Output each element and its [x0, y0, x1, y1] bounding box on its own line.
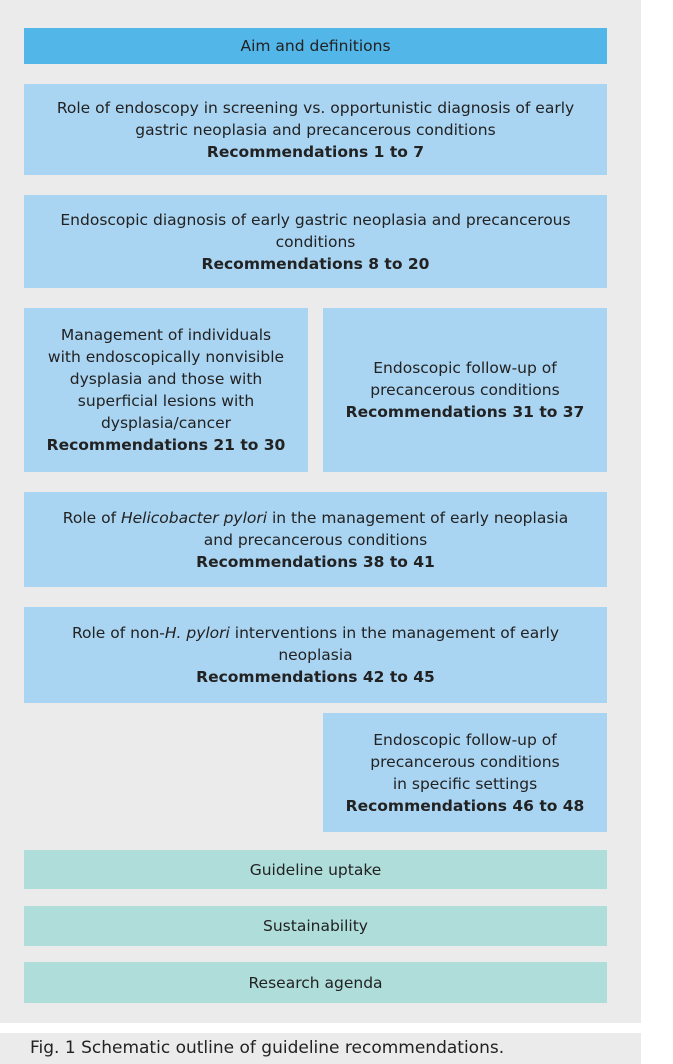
followup-line-1: Endoscopic follow-up of	[373, 359, 557, 377]
management-line-5: dysplasia/cancer	[100, 414, 232, 432]
followup-box	[323, 308, 607, 472]
guideline-uptake-box	[24, 850, 607, 889]
non-hpylori-line-1	[72, 622, 559, 644]
helicobacter-italic: Helicobacter pylori	[120, 508, 268, 527]
non-hpylori-post: interventions in the management of early	[229, 624, 560, 642]
guideline-uptake-label: Guideline uptake	[249, 860, 382, 879]
management-line-3: dysplasia and those with	[69, 370, 263, 388]
diagnosis-recommendations: Recommendations 8 to 20	[201, 254, 430, 273]
diagnosis-line-1: Endoscopic diagnosis of early gastric neoplasia and precancerous	[60, 210, 571, 229]
non-hpylori-line-2: neoplasia	[278, 646, 353, 664]
non-hpylori-pre: Role of non-	[71, 624, 165, 642]
helicobacter-recommendations: Recommendations 38 to 41	[196, 552, 435, 571]
non-hpylori-box	[24, 607, 607, 703]
helicobacter-line-2: and precancerous conditions	[203, 530, 428, 549]
management-line-1: Management of individuals	[60, 326, 272, 344]
non-hpylori-recommendations: Recommendations 42 to 45	[196, 668, 435, 686]
followup-line-2: precancerous conditions	[370, 381, 560, 399]
screening-line-2: gastric neoplasia and precancerous conditions	[135, 120, 496, 139]
diagnosis-box	[24, 195, 607, 288]
aim-box	[24, 28, 607, 64]
specific-line-3: in specific settings	[392, 774, 538, 793]
helicobacter-post: in the management of early neoplasia	[267, 508, 569, 527]
screening-line-1: Role of endoscopy in screening vs. opportunistic diagnosis of early	[56, 98, 575, 117]
aim-label: Aim and definitions	[240, 37, 391, 55]
research-agenda-box	[24, 962, 607, 1003]
management-box	[24, 308, 308, 472]
sustainability-label: Sustainability	[263, 917, 368, 935]
helicobacter-box	[24, 492, 607, 587]
specific-settings-box	[323, 713, 607, 832]
management-line-4: superficial lesions with	[77, 392, 255, 410]
specific-line-1: Endoscopic follow-up of	[373, 730, 557, 749]
specific-recommendations: Recommendations 46 to 48	[345, 796, 585, 815]
diagnosis-line-2: conditions	[275, 232, 356, 251]
specific-line-2: precancerous conditions	[370, 752, 560, 771]
helicobacter-line-1	[63, 507, 568, 529]
research-agenda-label: Research agenda	[248, 973, 383, 992]
screening-recommendations: Recommendations 1 to 7	[206, 142, 425, 161]
helicobacter-pre: Role of	[62, 508, 121, 527]
sustainability-box	[24, 906, 607, 946]
non-hpylori-italic: H. pylori	[164, 624, 230, 642]
figure-caption: Fig. 1 Schematic outline of guideline recommendations.	[30, 1038, 505, 1058]
management-line-2: with endoscopically nonvisible	[47, 348, 285, 366]
management-recommendations: Recommendations 21 to 30	[46, 436, 286, 454]
caption-bar	[0, 1033, 641, 1064]
screening-box	[24, 84, 607, 175]
followup-recommendations: Recommendations 31 to 37	[345, 403, 585, 421]
